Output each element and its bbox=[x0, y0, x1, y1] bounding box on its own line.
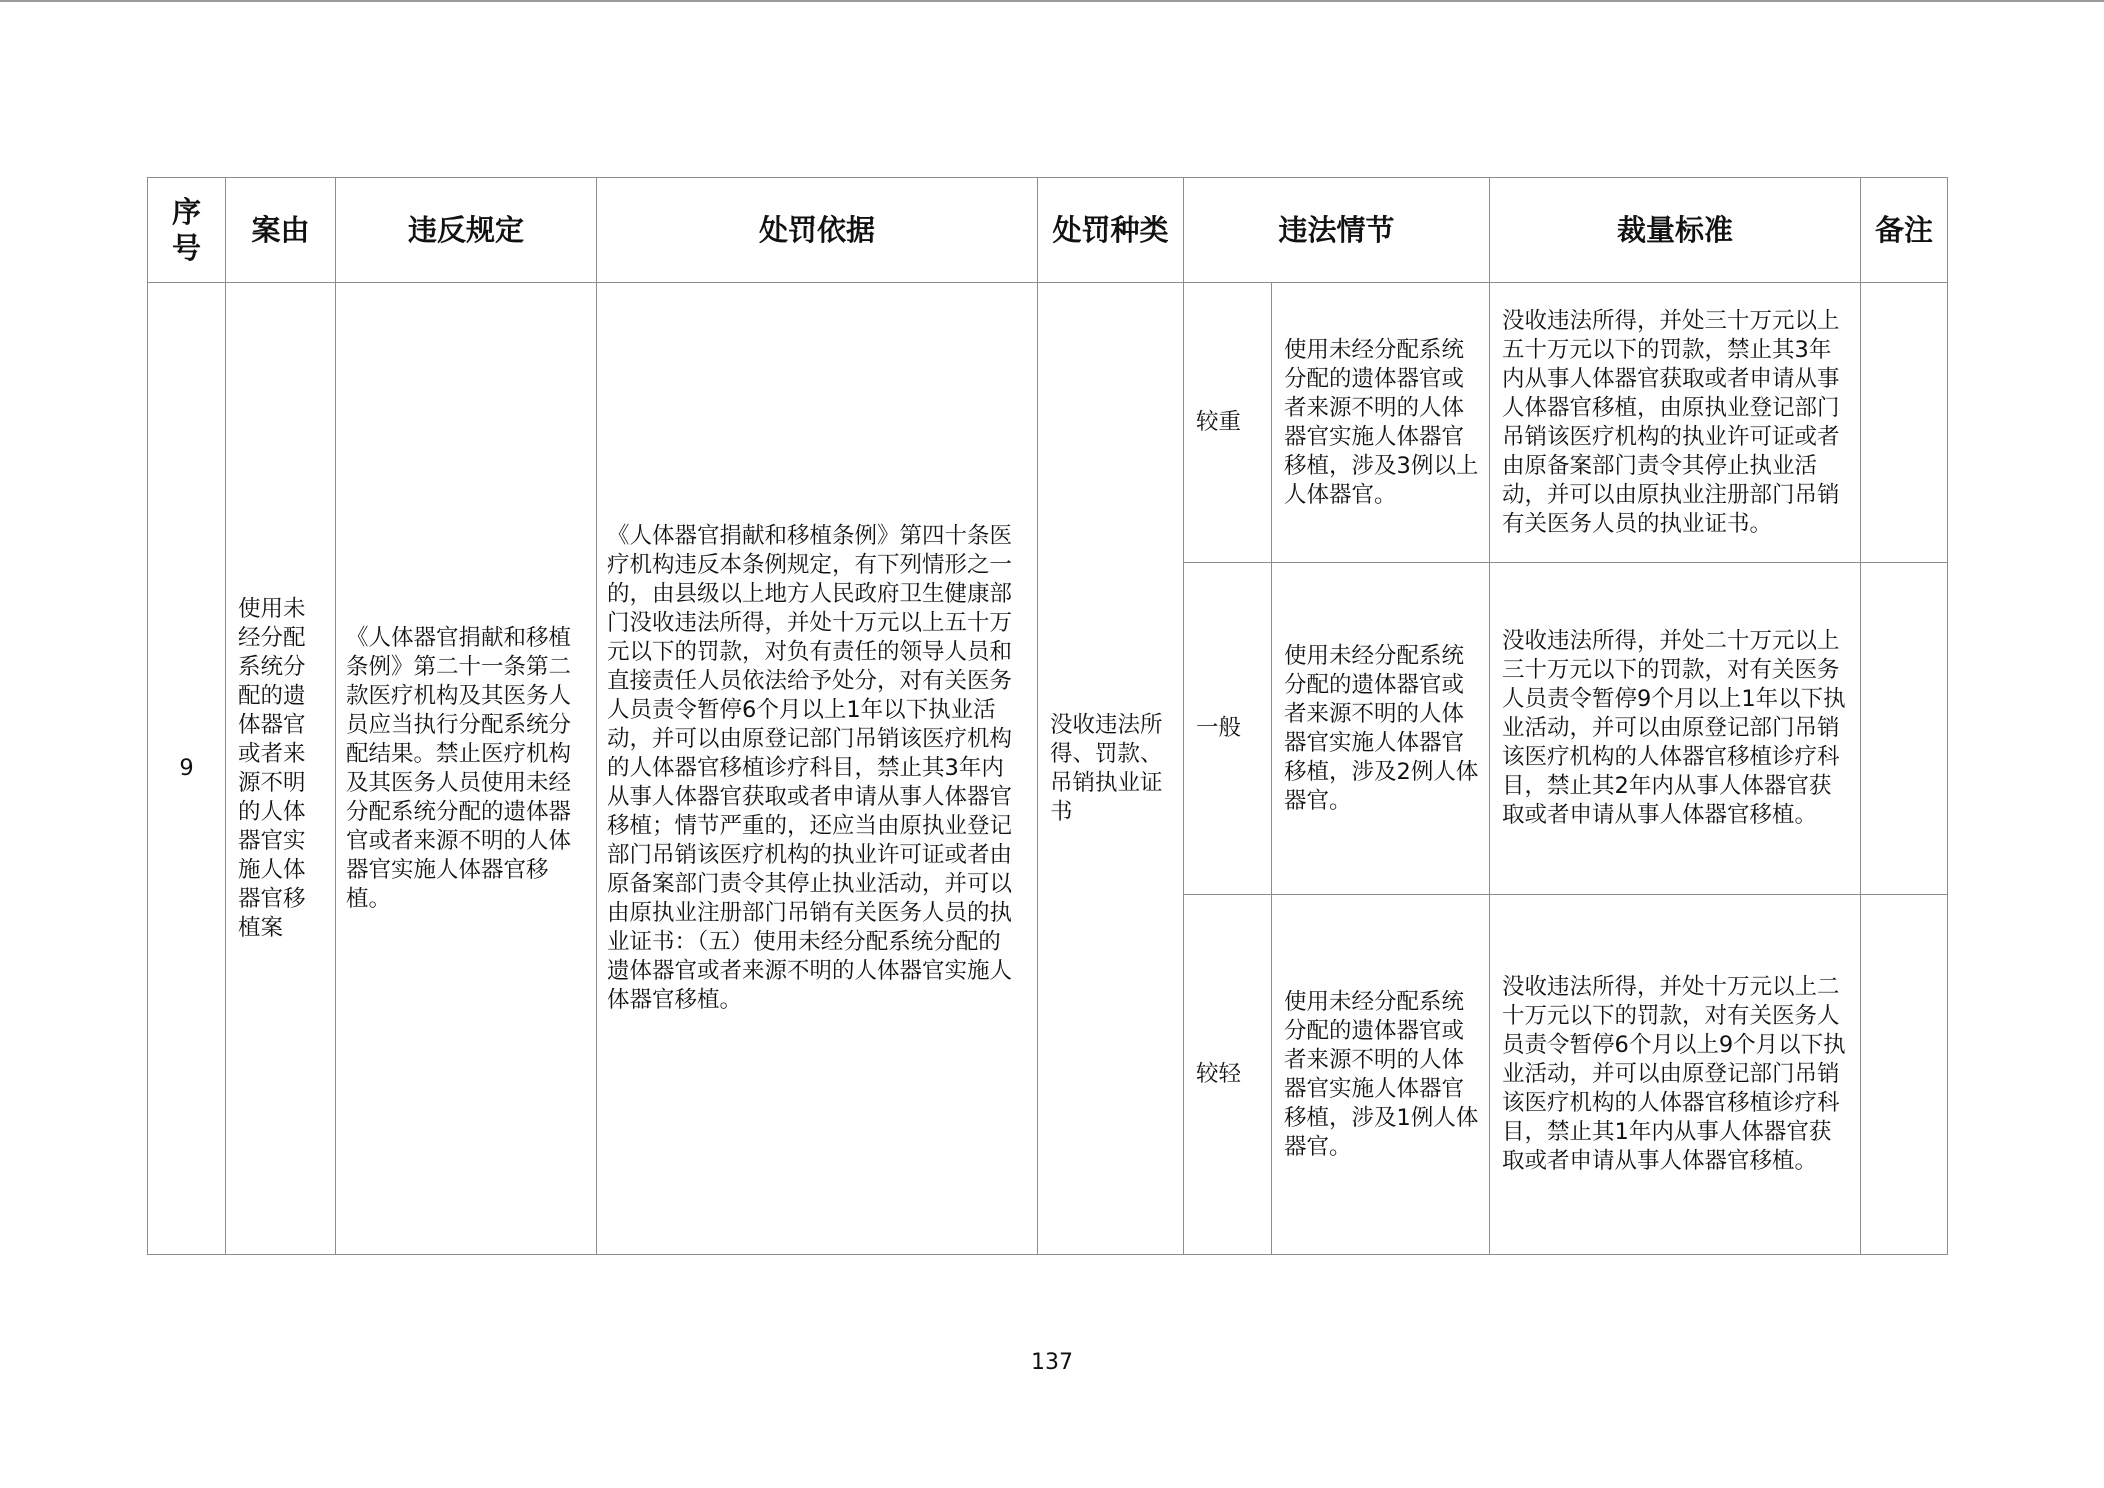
header-circumstance: 违法情节 bbox=[1184, 178, 1490, 283]
header-standard: 裁量标准 bbox=[1490, 178, 1861, 283]
header-remark: 备注 bbox=[1861, 178, 1948, 283]
circumstance-cell: 使用未经分配系统分配的遗体器官或者来源不明的人体器官实施人体器官移植，涉及2例人体器官。 bbox=[1272, 563, 1490, 895]
header-seq: 序 号 bbox=[148, 178, 226, 283]
seq-cell: 9 bbox=[148, 283, 226, 1255]
case-cell: 使用未经分配系统分配的遗体器官或者来源不明的人体器官实施人体器官移植案 bbox=[226, 283, 336, 1255]
header-case: 案由 bbox=[226, 178, 336, 283]
standard-cell: 没收违法所得，并处三十万元以上五十万元以下的罚款，禁止其3年内从事人体器官获取或者申请从事人体器官移植，由原执业登记部门吊销该医疗机构的执业许可证或者由原备案部门责令其停止执业活动，并可以由原执业注册部门吊销有关医务人员的执业证书。 bbox=[1490, 283, 1861, 563]
level-cell: 较重 bbox=[1184, 283, 1272, 563]
circumstance-cell: 使用未经分配系统分配的遗体器官或者来源不明的人体器官实施人体器官移植，涉及1例人体器官。 bbox=[1272, 895, 1490, 1255]
page-number: 137 bbox=[1031, 1350, 1073, 1375]
header-rule: 违反规定 bbox=[336, 178, 597, 283]
page-top-rule bbox=[0, 0, 2104, 2]
standard-cell: 没收违法所得，并处二十万元以上三十万元以下的罚款，对有关医务人员责令暂停9个月以上1年以下执业活动，并可以由原登记部门吊销该医疗机构的人体器官移植诊疗科目，禁止其2年内从事人体器官获取或者申请从事人体器官移植。 bbox=[1490, 563, 1861, 895]
remark-cell bbox=[1861, 283, 1948, 563]
level-cell: 较轻 bbox=[1184, 895, 1272, 1255]
table-row bbox=[148, 283, 1948, 563]
table-header-row bbox=[148, 178, 1948, 283]
penalty-type-cell: 没收违法所得、罚款、吊销执业证书 bbox=[1038, 283, 1184, 1255]
standard-cell: 没收违法所得，并处十万元以上二十万元以下的罚款，对有关医务人员责令暂停6个月以上9个月以下执业活动，并可以由原登记部门吊销该医疗机构的人体器官移植诊疗科目，禁止其1年内从事人体器官获取或者申请从事人体器官移植。 bbox=[1490, 895, 1861, 1255]
basis-cell: 《人体器官捐献和移植条例》第四十条医疗机构违反本条例规定，有下列情形之一的，由县级以上地方人民政府卫生健康部门没收违法所得，并处十万元以上五十万元以下的罚款，对负有责任的领导人员和直接责任人员依法给予处分，对有关医务人员责令暂停6个月以上1年以下执业活动，并可以由原登记部门吊销该医疗机构的人体器官移植诊疗科目，禁止其3年内从事人体器官获取或者申请从事人体器官移植；情节严重的，还应当由原执业登记部门吊销该医疗机构的执业许可证或者由原备案部门责令其停止执业活动，并可以由原执业注册部门吊销有关医务人员的执业证书：（五）使用未经分配系统分配的遗体器官或者来源不明的人体器官实施人体器官移植。 bbox=[597, 283, 1038, 1255]
remark-cell bbox=[1861, 895, 1948, 1255]
penalty-table bbox=[147, 177, 1948, 1255]
rule-cell: 《人体器官捐献和移植条例》第二十一条第二款医疗机构及其医务人员应当执行分配系统分配结果。禁止医疗机构及其医务人员使用未经分配系统分配的遗体器官或者来源不明的人体器官实施人体器官移植。 bbox=[336, 283, 597, 1255]
circumstance-cell: 使用未经分配系统分配的遗体器官或者来源不明的人体器官实施人体器官移植，涉及3例以上人体器官。 bbox=[1272, 283, 1490, 563]
header-basis: 处罚依据 bbox=[597, 178, 1038, 283]
header-type: 处罚种类 bbox=[1038, 178, 1184, 283]
level-cell: 一般 bbox=[1184, 563, 1272, 895]
remark-cell bbox=[1861, 563, 1948, 895]
